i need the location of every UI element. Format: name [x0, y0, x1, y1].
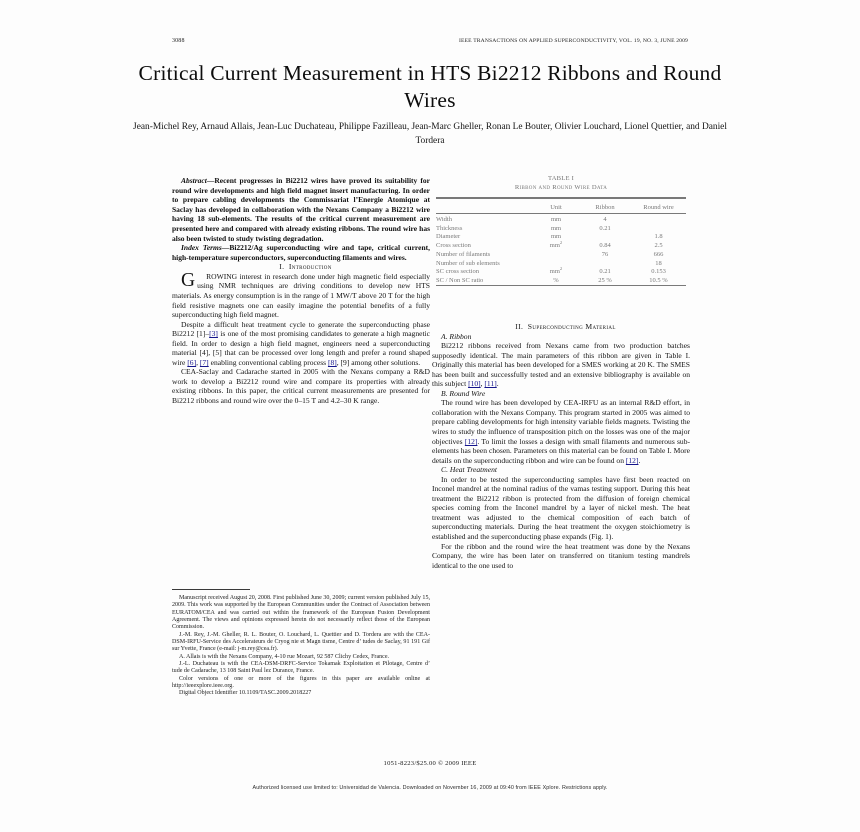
intro-paragraph-3: CEA-Saclay and Cadarache started in 2005 with the Nexans company a R&D work to develop a Bi2212 round wire and compare its properties with already existing ribbons. In this paper, the critical current measurements are presented for Bi2212 ribbons and round wire over the 0–15 T and 4.2–30 K range. [172, 367, 430, 405]
section-heading-superconducting-material [432, 322, 690, 332]
footnote-affiliation-1: J.-M. Rey, J.-M. Gheller, R. L. Bouter, O. Louchard, L. Quettier and D. Tordera are with the CEA-DSM-IRFU-Service des Accelerateurs de Cryog nie et Magn tisme, Centre d’ tudes de Saclay, 91 191 Gif sur Yvette, France (e-mail: j-m.rey@cea.fr). [172, 631, 430, 653]
footnote-divider [172, 589, 250, 590]
abstract-paragraph [172, 176, 430, 243]
citation-link-6[interactable]: [6] [187, 357, 197, 367]
row-unit [533, 250, 579, 259]
table-row [436, 250, 686, 259]
page-folio: 3088 [172, 38, 185, 44]
row-ribbon [579, 232, 631, 241]
row-round-wire: 1.8 [654, 233, 663, 241]
table-header-round-wire: Round wire [631, 198, 686, 213]
table-row [436, 276, 686, 286]
author-list: Jean-Michel Rey, Arnaud Allais, Jean-Luc Duchateau, Philippe Fazilleau, Jean-Marc Gheller, Ronan Le Bouter, Olivier Louchard, Lionel Quettier, and Daniel Tordera [133, 122, 727, 146]
round-wire-text-b: . To limit the losses a design with small filaments and numerous sub-elements has been chosen. Parameters on this material can be found on Table I. More details on the superconducting ribbon and wire can be found on [432, 436, 690, 465]
row-ribbon: 0.21 [599, 224, 611, 232]
table-row [436, 241, 686, 250]
heat-treatment-paragraph-1: In order to be tested the superconducting samples have first been reacted on Inconel mandrel at the nominal radius of the vamas testing support. During this heat treatment the Bi2212 ribbon is protected from the diffusion of foreign chemical species coming from the Inconel mandrel by a layer of nickel mesh. The heat treatment was adjusted to the chemical composition of each batch of superconducting materials. During the heat treatment the oxygen stoichiometry is established and the superconducting phase expands (Fig. 1). [432, 474, 690, 542]
section-title: Superconducting Material [527, 322, 616, 331]
row-unit: mm [550, 224, 562, 232]
ribbon-paragraph [432, 341, 690, 389]
row-label: Thickness [436, 224, 463, 232]
index-terms-text: Bi2212/Ag superconducting wire and tape, critical current, high-temperature superconductors, superconducting filaments and wires. [172, 243, 431, 262]
right-column [432, 322, 690, 570]
row-round-wire: 2.5 [654, 242, 663, 250]
citation-link-3[interactable]: [3] [209, 329, 218, 339]
row-label: Number of sub elements [436, 259, 500, 267]
row-label: Cross section [436, 242, 471, 250]
section-heading-introduction [172, 262, 430, 272]
row-round-wire: 0.153 [651, 268, 666, 276]
drop-cap-letter: G [181, 269, 196, 291]
row-unit: $mm^2$ [549, 240, 563, 250]
row-label: Width [436, 216, 452, 224]
row-round-wire [631, 224, 686, 233]
footnote-affiliation-3: J.-L. Duchateau is with the CEA-DSM-DRFC-Service Tokamak Exploitation et Pilotage, Centre d’ tude de Cadarache, 13 108 Saint Paul lez Durance, France. [172, 661, 430, 675]
row-unit [533, 258, 579, 267]
round-wire-text-a: The round wire has been developed by CEA-IRFU as an internal R&D effort, in collaboration with the Nexans Company. This program started in 2005 was aimed to prepare cabling developments for high intensity variable fields magnets. Twisting the wires to study the influence of transposition pitch on the losses was one of the major objectives [432, 398, 690, 446]
row-unit: $mm^2$ [549, 266, 563, 276]
copyright-line: 1051-8223/$25.00 © 2009 IEEE [383, 760, 477, 767]
round-wire-text-c: . [638, 455, 641, 465]
intro-p2-c: , [196, 357, 200, 367]
table-caption-title: Ribbon and Round Wire Data [514, 184, 608, 191]
intro-p2-b: is one of the most promising candidates to generate a high magnetic field. In order to design a high field magnet, engineers need a superconducting material [4], [5] that can be processed over long length and prefer a round shaped wire [172, 329, 430, 367]
journal-reference: IEEE TRANSACTIONS ON APPLIED SUPERCONDUCTIVITY, VOL. 19, NO. 3, JUNE 2009 [459, 38, 688, 44]
row-unit: mm [550, 233, 562, 241]
citation-link-12[interactable]: [12] [464, 436, 478, 446]
row-label: Diameter [436, 233, 461, 241]
footnote-color-versions: Color versions of one or more of the figures in this paper are available online at http://ieeexplore.ieee.org. [172, 675, 430, 690]
table-row [436, 224, 686, 233]
running-head [172, 38, 688, 48]
intro-paragraph-2 [172, 320, 430, 368]
subsection-heading-heat-treatment: C. Heat Treatment [441, 465, 498, 475]
table-1 [436, 174, 686, 286]
abstract-dash: — [206, 176, 215, 185]
row-unit: % [533, 276, 579, 286]
table-header-blank [436, 198, 533, 213]
row-label: SC / Non SC ratio [436, 276, 533, 286]
row-round-wire [631, 213, 686, 224]
ieee-download-notice: Authorized licensed use limited to: Universidad de Valencia. Downloaded on November 16, 2009 at 09:40 from IEEE Xplore. Restrictions apply. [252, 785, 608, 791]
citation-link-8[interactable]: [8] [327, 357, 337, 367]
intro-p2-a: Despite a difficult heat treatment cycle to generate the superconducting phase Bi2212 [1]– [172, 319, 430, 339]
intro-p2-e: , [9] among other solutions. [336, 357, 421, 367]
table-row [436, 213, 686, 224]
index-terms-label: Index Terms [181, 243, 222, 253]
footnote-affiliation-2: A. Allais is with the Nexans Company, 4-10 rue Mozart, 92 587 Clichy Cedex, France. [179, 653, 390, 660]
section-number: I. [279, 262, 285, 272]
citation-link-12b[interactable]: [12] [625, 455, 639, 465]
table-header-row [436, 198, 686, 213]
citation-link-10[interactable]: [10] [468, 379, 481, 389]
heat-treatment-paragraph-2: For the ribbon and the round wire the heat treatment was done by the Nexans Company, the wire has been later on transferred on titanium testing mandrels identical to the one used to [432, 541, 690, 570]
row-ribbon: 0.21 [599, 268, 611, 276]
row-ribbon: 4 [603, 216, 607, 224]
intro-paragraph-1-text: interest in research done under high magnetic field especially using NMR techniques are driving conditions to develop new HTS materials. As energy consumption is in the range of 1 MW/T above 20 T for the high field resistive magnets one can easily imagine the potential benefits of a fully superconducting high field magnet. [172, 271, 430, 320]
row-round-wire: 10.5 % [631, 276, 686, 286]
abstract-text: Recent progresses in Bi2212 wires have proved its suitability for round wire developments and high field magnet insert manufacturing. In order to prepare cabling developments the Commissariat l’Energie Atomique at Saclay has developed in collaboration with the Nexans Company a Bi2212 wire having 18 sub-elements. The results of the critical current measurement are presented here and compared with already existing ribbons. The round wire has also been twisted to study twisting degradation. [172, 176, 430, 243]
index-terms-dash: — [221, 243, 230, 253]
row-label: Number of filaments [436, 250, 491, 258]
citation-link-7[interactable]: [7] [199, 357, 209, 367]
row-label: SC cross section [436, 268, 479, 276]
table-row [436, 267, 686, 276]
footnote-block [172, 595, 430, 698]
footnote-manuscript: Manuscript received August 20, 2008. First published June 30, 2009; current version published July 15, 2009. This work was supported by the European Communities under the Contract of Association between EURATOM/CEA and was carried out within the framework of the European Fusion Development Agreement. The views and opinions expressed herein do not necessarily reflect those of the European Commission. [172, 595, 430, 631]
abstract-label: Abstract [181, 176, 207, 185]
row-round-wire: 18 [655, 259, 662, 267]
section-title: Introduction [288, 262, 332, 272]
row-unit: mm [550, 216, 562, 224]
section-number: II. [515, 322, 524, 331]
intro-paragraph-1 [172, 269, 430, 320]
intro-p2-d: enabling conventional cabling process [208, 357, 328, 367]
row-ribbon: 76 [601, 250, 609, 258]
ribbon-text-b: , [480, 379, 485, 389]
ribbon-round-wire-data-table [436, 197, 686, 286]
table-caption-number: TABLE I [548, 175, 574, 182]
round-wire-paragraph [432, 398, 690, 465]
intro-smallcaps-run: ROWING [206, 271, 238, 281]
footnote-doi: Digital Object Identifier 10.1109/TASC.2009.2018227 [179, 690, 312, 697]
paper-title: Critical Current Measurement in HTS Bi2212 Ribbons and Round Wires [138, 61, 722, 112]
row-ribbon: 25 % [579, 276, 631, 286]
index-terms-paragraph [172, 243, 430, 262]
subsection-heading-ribbon: A. Ribbon [441, 331, 472, 341]
table-header-ribbon: Ribbon [579, 198, 631, 213]
table-header-unit: Unit [533, 198, 579, 213]
row-round-wire: 666 [653, 250, 664, 258]
row-ribbon: 0.84 [599, 242, 611, 250]
ribbon-text-a: Bi2212 ribbons received from Nexans came from two production batches supposedly identical. The main parameters of this ribbon are given in Table I. Originally this material has been developed for a SMES working at 20 K. The SMES has been built and successfully tested and an extensive bibliography is available on this subject [432, 341, 690, 389]
left-column [172, 176, 430, 406]
ribbon-text-c: . [496, 379, 499, 389]
row-ribbon [579, 258, 631, 267]
subsection-heading-round-wire: B. Round Wire [441, 388, 486, 398]
table-caption [436, 174, 686, 192]
citation-link-11[interactable]: [11] [484, 379, 497, 389]
